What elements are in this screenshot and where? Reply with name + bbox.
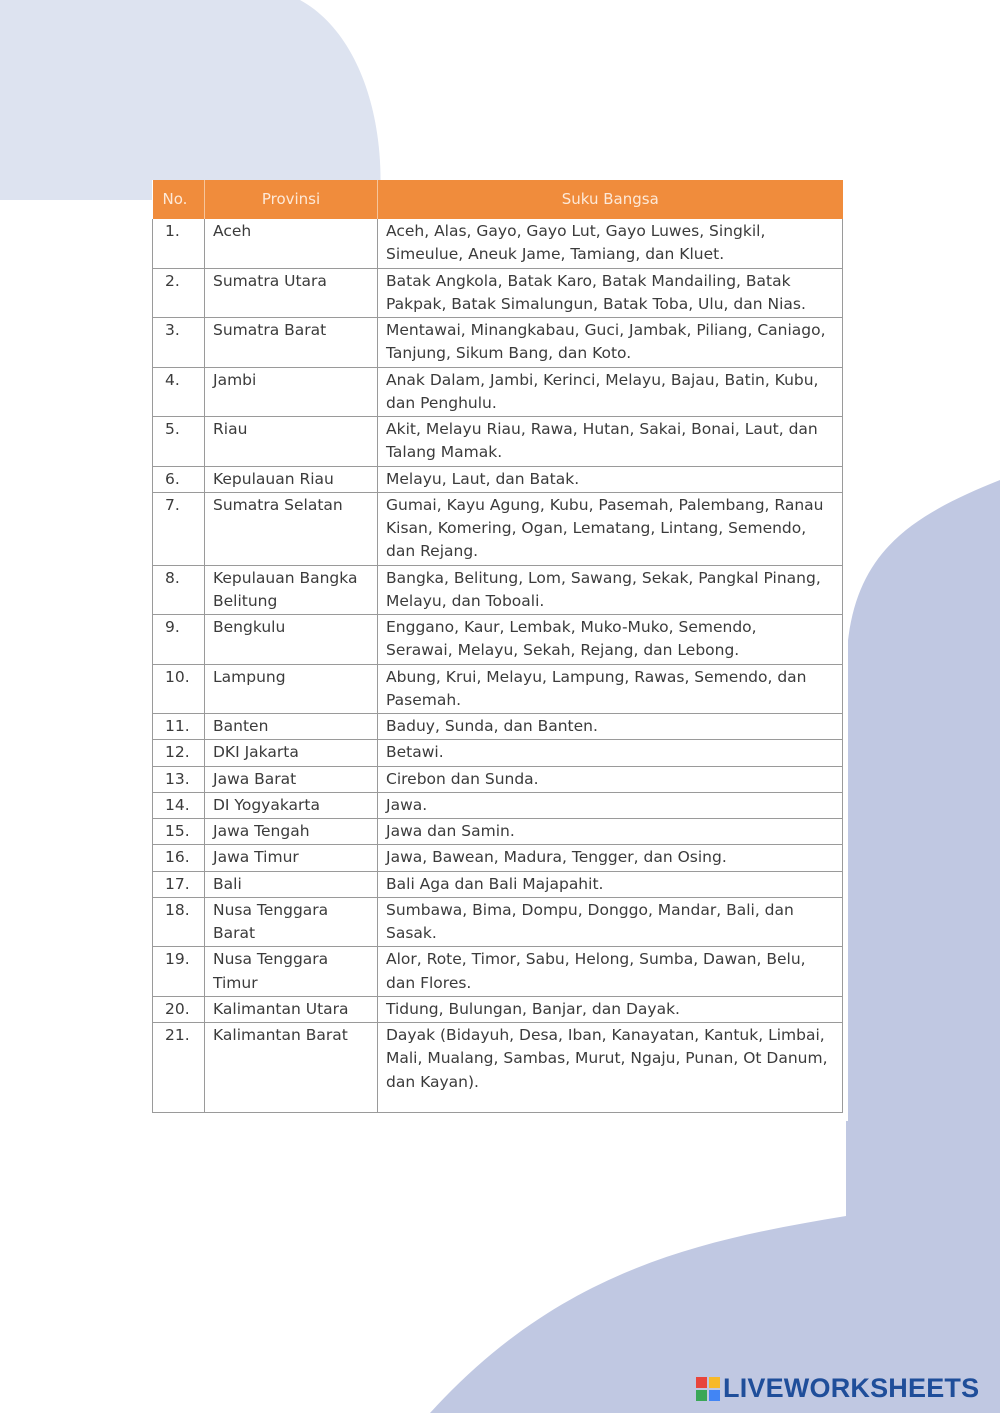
row-number: 16. [153,845,205,871]
header-provinsi: Provinsi [205,180,378,219]
row-ethnic-groups: Cirebon dan Sunda. [378,766,843,792]
row-ethnic-groups: Betawi. [378,740,843,766]
row-province: Bengkulu [205,615,378,665]
row-ethnic-groups: Tidung, Bulungan, Banjar, dan Dayak. [378,996,843,1022]
row-province: Lampung [205,664,378,714]
row-province: DI Yogyakarta [205,792,378,818]
table-row [153,466,843,492]
table-row [153,714,843,740]
bg-shape-top-left [0,0,381,200]
row-province: Kalimantan Utara [205,996,378,1022]
row-province: Jawa Tengah [205,819,378,845]
row-number: 15. [153,819,205,845]
row-province: Sumatra Utara [205,268,378,318]
table-row [153,1023,843,1113]
row-province: Jambi [205,367,378,417]
table-row [153,318,843,368]
liveworksheets-logo-icon [696,1377,720,1401]
row-ethnic-groups: Akit, Melayu Riau, Rawa, Hutan, Sakai, Bonai, Laut, dan Talang Mamak. [378,417,843,467]
table-row [153,897,843,947]
row-province: Nusa Tenggara Barat [205,897,378,947]
table-body [153,219,843,1112]
row-number: 6. [153,466,205,492]
table-row [153,819,843,845]
row-number: 10. [153,664,205,714]
row-number: 11. [153,714,205,740]
row-ethnic-groups: Mentawai, Minangkabau, Guci, Jambak, Piliang, Caniago, Tanjung, Sikum Bang, dan Koto. [378,318,843,368]
row-ethnic-groups: Bangka, Belitung, Lom, Sawang, Sekak, Pangkal Pinang, Melayu, dan Toboali. [378,565,843,615]
row-province: Kalimantan Barat [205,1023,378,1113]
row-number: 2. [153,268,205,318]
row-ethnic-groups: Enggano, Kaur, Lembak, Muko-Muko, Semendo, Serawai, Melayu, Sekah, Rejang, dan Lebong. [378,615,843,665]
row-province: Bali [205,871,378,897]
table-header-row [153,180,843,219]
table-row [153,268,843,318]
row-province: Nusa Tenggara Timur [205,947,378,997]
row-number: 3. [153,318,205,368]
row-ethnic-groups: Abung, Krui, Melayu, Lampung, Rawas, Semendo, dan Pasemah. [378,664,843,714]
table-row [153,492,843,565]
ethnic-groups-table [152,180,843,1113]
row-number: 9. [153,615,205,665]
table-row [153,219,843,268]
table-row [153,565,843,615]
row-number: 21. [153,1023,205,1113]
liveworksheets-logo [696,1373,979,1404]
row-province: Riau [205,417,378,467]
row-number: 13. [153,766,205,792]
table-row [153,417,843,467]
row-province: Kepulauan Bangka Belitung [205,565,378,615]
row-number: 18. [153,897,205,947]
row-number: 7. [153,492,205,565]
row-ethnic-groups: Bali Aga dan Bali Majapahit. [378,871,843,897]
row-ethnic-groups: Anak Dalam, Jambi, Kerinci, Melayu, Bajau, Batin, Kubu, dan Penghulu. [378,367,843,417]
row-province: Jawa Barat [205,766,378,792]
ethnic-groups-table-card [152,180,848,1121]
row-ethnic-groups: Jawa dan Samin. [378,819,843,845]
row-ethnic-groups: Dayak (Bidayuh, Desa, Iban, Kanayatan, Kantuk, Limbai, Mali, Mualang, Sambas, Murut, Ngaju, Punan, Ot Danum, dan Kayan). [378,1023,843,1113]
row-province: Kepulauan Riau [205,466,378,492]
row-ethnic-groups: Batak Angkola, Batak Karo, Batak Mandailing, Batak Pakpak, Batak Simalungun, Batak Toba, Ulu, dan Nias. [378,268,843,318]
brand-wordmark: LIVEWORKSHEETS [723,1373,980,1403]
row-number: 17. [153,871,205,897]
row-ethnic-groups: Sumbawa, Bima, Dompu, Donggo, Mandar, Bali, dan Sasak. [378,897,843,947]
row-number: 19. [153,947,205,997]
row-number: 20. [153,996,205,1022]
row-ethnic-groups: Alor, Rote, Timor, Sabu, Helong, Sumba, Dawan, Belu, dan Flores. [378,947,843,997]
row-ethnic-groups: Jawa. [378,792,843,818]
row-number: 4. [153,367,205,417]
row-province: Banten [205,714,378,740]
table-row [153,740,843,766]
table-row [153,792,843,818]
row-number: 8. [153,565,205,615]
table-row [153,845,843,871]
row-number: 12. [153,740,205,766]
row-ethnic-groups: Gumai, Kayu Agung, Kubu, Pasemah, Palembang, Ranau Kisan, Komering, Ogan, Lematang, Lintang, Semendo, dan Rejang. [378,492,843,565]
row-number: 1. [153,219,205,268]
header-suku-bangsa: Suku Bangsa [378,180,843,219]
table-row [153,367,843,417]
table-row [153,664,843,714]
row-province: Sumatra Selatan [205,492,378,565]
row-ethnic-groups: Baduy, Sunda, dan Banten. [378,714,843,740]
table-row [153,871,843,897]
table-row [153,947,843,997]
row-ethnic-groups: Jawa, Bawean, Madura, Tengger, dan Osing. [378,845,843,871]
row-province: Aceh [205,219,378,268]
row-ethnic-groups: Melayu, Laut, dan Batak. [378,466,843,492]
table-row [153,615,843,665]
row-number: 14. [153,792,205,818]
row-province: Jawa Timur [205,845,378,871]
row-province: DKI Jakarta [205,740,378,766]
row-province: Sumatra Barat [205,318,378,368]
header-no: No. [153,180,205,219]
table-row [153,766,843,792]
table-row [153,996,843,1022]
row-ethnic-groups: Aceh, Alas, Gayo, Gayo Lut, Gayo Luwes, Singkil, Simeulue, Aneuk Jame, Tamiang, dan Kluet. [378,219,843,268]
row-number: 5. [153,417,205,467]
